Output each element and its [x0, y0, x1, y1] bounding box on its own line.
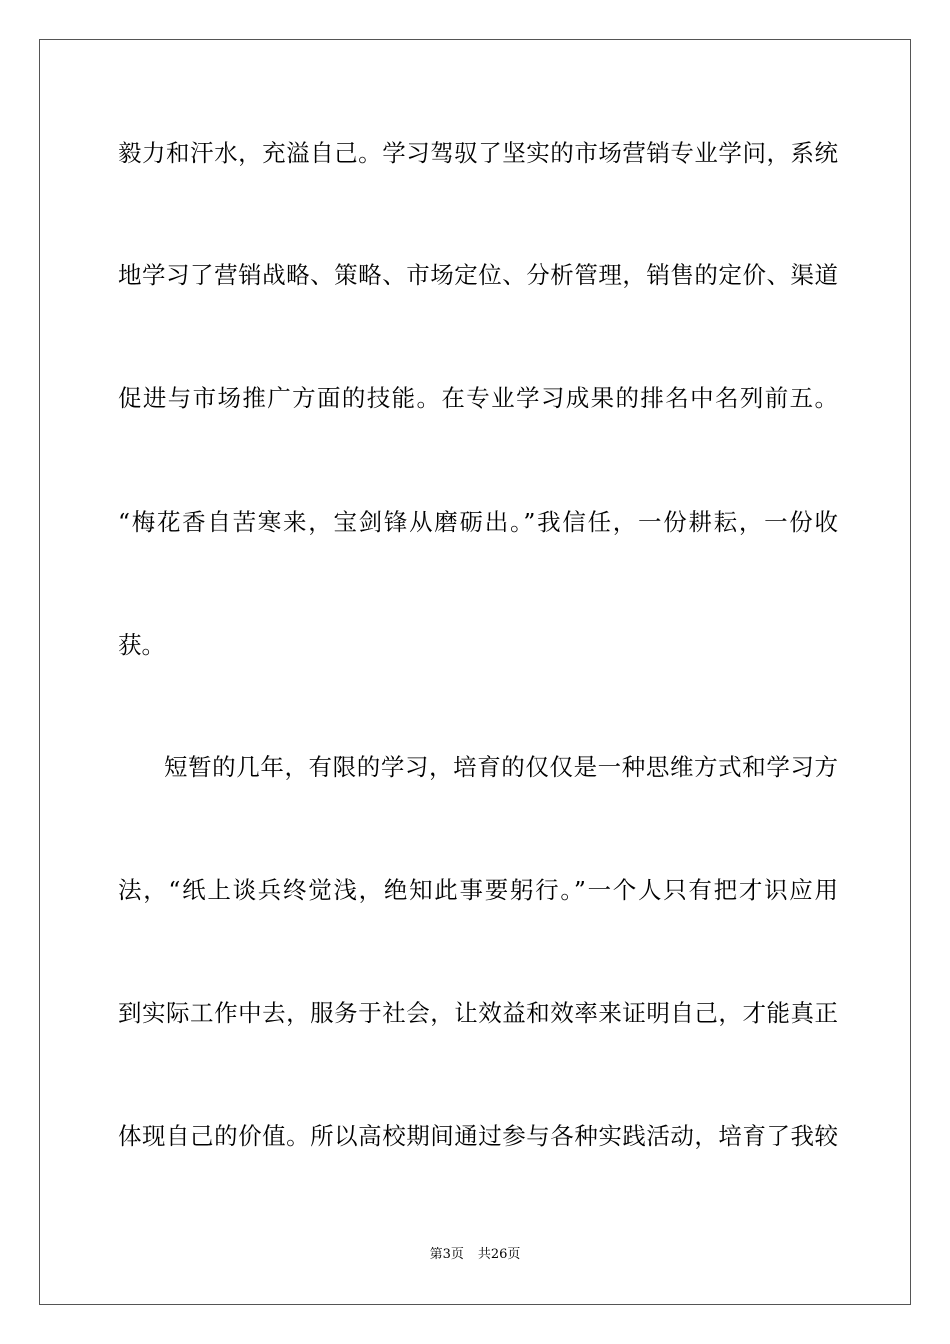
body-text-line-7: 法，“纸上谈兵终觉浅，绝知此事要躬行。”一个人只有把才识应用: [118, 876, 840, 904]
body-text-line-6: 短暂的几年，有限的学习，培育的仅仅是一种思维方式和学习方: [164, 753, 839, 781]
page-border: [39, 39, 911, 1305]
body-text-line-4: “梅花香自苦寒来，宝剑锋从磨砺出。”我信任，一份耕耘，一份收: [118, 508, 840, 536]
page-total: 共26页: [477, 1247, 521, 1262]
body-text-line-8: 到实际工作中去，服务于社会，让效益和效率来证明自己，才能真正: [118, 999, 839, 1027]
body-text-line-3: 促进与市场推广方面的技能。在专业学习成果的排名中名列前五。: [118, 384, 840, 412]
page-footer: [0, 1246, 950, 1264]
page-number: 第3页: [429, 1247, 464, 1262]
body-text-line-1: 毅力和汗水，充溢自己。学习驾驭了坚实的市场营销专业学问，系统: [118, 139, 839, 167]
body-text-line-2: 地学习了营销战略、策略、市场定位、分析管理，销售的定价、渠道: [118, 261, 839, 289]
body-text-line-9: 体现自己的价值。所以高校期间通过参与各种实践活动，培育了我较: [118, 1122, 839, 1150]
body-text-line-5: 获。: [118, 631, 165, 659]
